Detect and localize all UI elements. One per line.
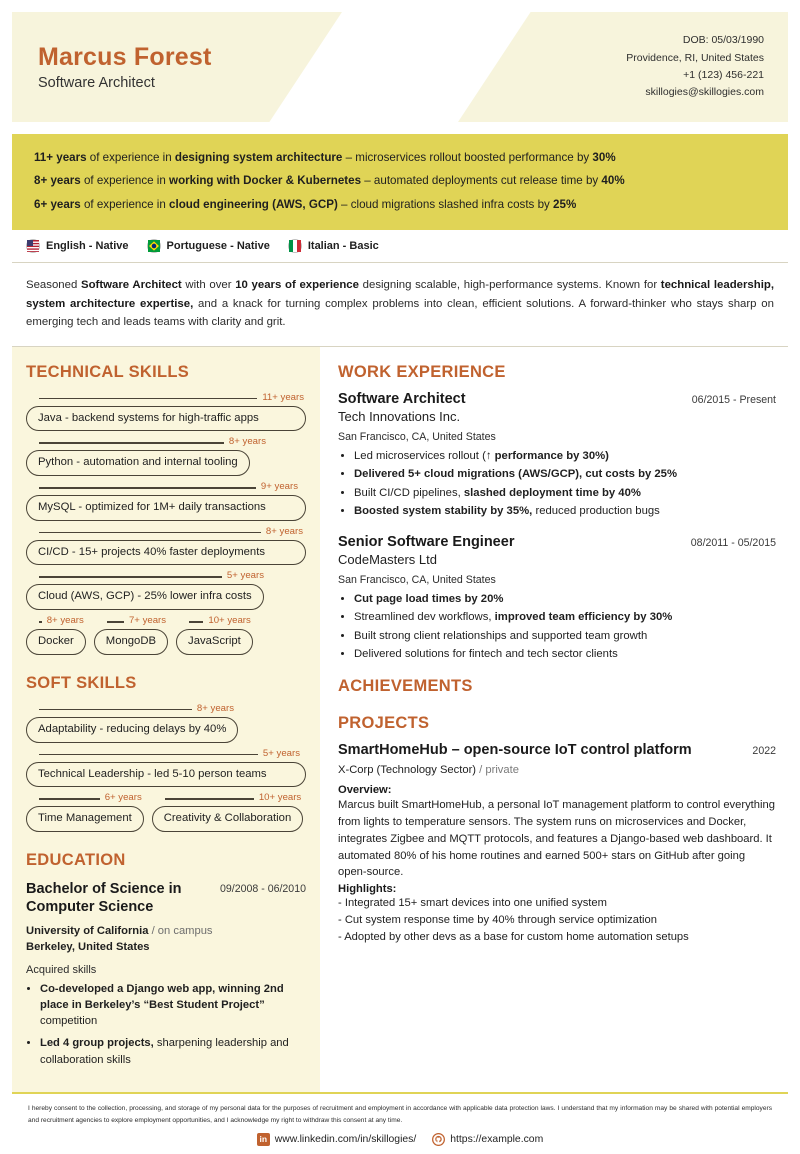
soft-skills-list — [26, 703, 306, 835]
education-school-name: University of California — [26, 925, 149, 938]
resume-body — [12, 347, 788, 1092]
section-title-work-experience: WORK EXPERIENCE — [338, 362, 506, 381]
section-title-projects: PROJECTS — [338, 713, 430, 732]
project-overview-label: Overview: — [338, 784, 392, 797]
bullet-tail: migrations (AWS/GCP), cut costs by 25% — [454, 468, 677, 481]
flag-brazil-icon — [147, 239, 161, 253]
bullet-plain: Built CI/CD pipelines, — [354, 486, 464, 499]
education-bullet — [40, 981, 306, 1030]
project-highlights-label: Highlights: — [338, 883, 397, 896]
summary-text: and a knack for turning complex problems into clean, efficient solutions. A forward-thinker who stays sharp on emerging tech and leads teams with clarity and grit. — [26, 297, 774, 329]
summary-bold: 10 years of experience — [235, 279, 359, 292]
job-location: San Francisco, CA, United States — [338, 431, 496, 444]
skill-label: Creativity & Collaboration — [152, 806, 303, 832]
consent-text: I hereby consent to the collection, processing, and storage of my personal data for the purposes of recruitment and employment in accordance with applicable data protection laws. I understand that my information may be shared with potential employers and recruitment agencies to explore employment opportunities, and I acknowledge my right to withdraw this consent at any time. — [28, 1104, 772, 1124]
education-degree: Bachelor of Science in Computer Science — [26, 880, 182, 915]
bullet-tail: reduced production bugs — [532, 504, 660, 517]
skill-label: Adaptability - reducing delays by 40% — [26, 717, 238, 743]
job-company: CodeMasters Ltd — [338, 552, 437, 568]
contact-phone: +1 (123) 456-221 — [683, 69, 764, 81]
contact-email: skillogies@skillogies.com — [645, 86, 764, 99]
website-url: https://example.com — [450, 1134, 544, 1146]
linkedin-link[interactable] — [257, 1133, 416, 1146]
soft-skills-small-row — [26, 792, 306, 835]
bullet-plain: Built strong client relationships and supported team growth — [354, 629, 648, 642]
bullet-rest: competition — [40, 1015, 98, 1028]
skill-label: Python - automation and internal tooling — [26, 450, 250, 476]
flag-usa-icon — [26, 239, 40, 253]
identity-block — [38, 43, 212, 92]
job-role: Software Architect — [338, 390, 466, 407]
github-icon — [432, 1133, 445, 1146]
skill-pill — [94, 615, 168, 655]
job-bullets — [338, 448, 776, 520]
highlight-metric: 25% — [553, 198, 577, 212]
skill-pill — [26, 392, 306, 432]
skill-years: 7+ years — [124, 615, 166, 627]
project-overview: Marcus built SmartHomeHub, a personal IoT management platform to control everything from lights to temperature sensors. The system runs on microservices and Docker, integrates Zigbee and MQTT protocols, and features a Django-based web dashboard. It automated 80% of his home routines and earned 500+ stars on GitHub after going open-source. — [338, 799, 775, 879]
education-date: 09/2008 - 06/2010 — [219, 882, 306, 895]
language-label: Italian - Basic — [307, 240, 379, 253]
skill-label: JavaScript — [176, 629, 253, 655]
highlight-mid: of experience in — [86, 150, 175, 164]
section-title-achievements: ACHIEVEMENTS — [338, 676, 473, 695]
resume-footer — [12, 1094, 788, 1154]
project-entry — [338, 742, 776, 946]
education-bullet — [40, 1035, 306, 1067]
highlight-metric: 40% — [601, 174, 625, 188]
project-date: 2022 — [752, 744, 776, 757]
skill-pill — [26, 481, 306, 521]
highlight-focus: working with Docker & Kubernetes — [169, 174, 362, 188]
job-location: San Francisco, CA, United States — [338, 574, 496, 587]
language-label: Portuguese - Native — [166, 240, 270, 253]
skill-years: 5+ years — [222, 570, 264, 582]
bullet-bold: Boosted system stability by 35%, — [354, 504, 533, 517]
contact-dob: DOB: 05/03/1990 — [682, 34, 764, 47]
contact-block — [626, 32, 764, 101]
resume-header — [12, 12, 788, 122]
skill-years: 6+ years — [100, 792, 142, 804]
project-org — [338, 764, 776, 776]
skill-label: Cloud (AWS, GCP) - 25% lower infra costs — [26, 584, 264, 610]
skill-label: MongoDB — [94, 629, 168, 655]
right-column — [320, 347, 788, 1092]
bullet-plain: Delivered solutions for fintech and tech sector clients — [354, 647, 618, 660]
contact-location: Providence, RI, United States — [626, 51, 764, 64]
skill-label: Time Management — [26, 806, 144, 832]
skill-pill — [26, 570, 306, 610]
language-label: English - Native — [46, 240, 129, 253]
bullet-plain: Led microservices rollout (↑ — [354, 450, 495, 463]
education-entry — [26, 880, 306, 1068]
candidate-name: Marcus Forest — [38, 42, 212, 71]
bullet-bold: Co-developed a Django web app, winning 2nd place in Berkeley’s “Best Student Project” — [40, 982, 284, 1011]
highlight-row — [34, 146, 766, 170]
project-highlight: - Cut system response time by 40% through service optimization — [338, 914, 657, 926]
skill-years: 8+ years — [261, 526, 303, 538]
section-title-soft-skills: SOFT SKILLS — [26, 673, 137, 692]
highlight-years: 11+ years — [34, 150, 87, 164]
skill-pill — [26, 748, 306, 788]
summary-text: with over — [181, 279, 236, 292]
skill-label: MySQL - optimized for 1M+ daily transactions — [26, 495, 306, 521]
highlight-row — [34, 194, 766, 218]
job-entry — [338, 534, 776, 663]
skill-years: 10+ years — [203, 615, 250, 627]
highlight-metric: 30% — [592, 150, 616, 164]
skill-years: 8+ years — [42, 615, 84, 627]
summary-bold: Software Architect — [80, 279, 182, 292]
technical-skills-list — [26, 392, 306, 658]
bullet-bold: improved team efficiency by 30% — [494, 611, 673, 624]
education-skills-label: Acquired skills — [26, 963, 97, 976]
job-bullet — [354, 485, 776, 502]
bullet-bold: Cut page load times by 20% — [354, 593, 504, 606]
job-date: 06/2015 - Present — [691, 393, 776, 406]
job-company: Tech Innovations Inc. — [338, 409, 461, 425]
job-bullet — [354, 503, 776, 520]
bullet-bold: performance by 30%) — [494, 450, 609, 463]
section-title-education: EDUCATION — [26, 850, 126, 869]
language-item — [147, 239, 270, 253]
highlight-years: 6+ years — [34, 198, 81, 212]
project-visibility: / private — [476, 764, 519, 777]
highlight-dash: – automated deployments cut release time by — [361, 174, 602, 188]
job-bullets — [338, 591, 776, 663]
skill-pill — [26, 615, 86, 655]
skill-years: 9+ years — [256, 481, 298, 493]
linkedin-url: www.linkedin.com/in/skillogies/ — [274, 1134, 417, 1146]
education-city: Berkeley, United States — [26, 941, 150, 954]
skill-label: Java - backend systems for high-traffic apps — [26, 406, 306, 432]
skill-years: 5+ years — [258, 748, 300, 760]
summary-text: designing scalable, high-performance systems. Known for — [358, 279, 661, 292]
section-title-technical-skills: TECHNICAL SKILLS — [26, 362, 190, 381]
flag-italy-icon — [288, 239, 302, 253]
footer-links — [28, 1133, 772, 1146]
job-bullet — [354, 591, 776, 608]
project-highlight: - Integrated 15+ smart devices into one unified system — [338, 897, 607, 910]
education-school — [26, 923, 306, 955]
bullet-plain: Streamlined dev workflows, — [354, 611, 495, 624]
job-bullet — [354, 448, 776, 465]
highlights-band — [12, 134, 788, 230]
bullet-bold: Led 4 group projects, — [40, 1037, 154, 1050]
left-column — [12, 347, 320, 1092]
summary-bold: technical leadership, system architecture expertise, — [26, 279, 774, 310]
skill-label: Technical Leadership - led 5-10 person teams — [26, 762, 306, 788]
job-bullet — [354, 628, 776, 645]
highlight-focus: designing system architecture — [174, 150, 343, 164]
job-bullet — [354, 646, 776, 663]
bullet-rest: sharpening leadership and collaboration skills — [40, 1037, 289, 1066]
skill-pill — [176, 615, 253, 655]
website-link[interactable] — [432, 1133, 543, 1146]
linkedin-icon: in — [257, 1133, 270, 1146]
job-role: Senior Software Engineer — [338, 533, 515, 550]
language-item — [26, 239, 129, 253]
candidate-job-title: Software Architect — [38, 75, 155, 92]
skill-years: 11+ years — [257, 392, 304, 404]
professional-summary — [12, 263, 788, 346]
skill-pill — [26, 436, 306, 476]
job-entry — [338, 391, 776, 520]
skill-years: 8+ years — [192, 703, 234, 715]
job-date: 08/2011 - 05/2015 — [690, 536, 776, 549]
language-item — [288, 239, 379, 253]
skill-years: 8+ years — [224, 436, 266, 448]
technical-skills-small-row — [26, 615, 306, 658]
job-bullet — [354, 609, 776, 626]
job-bullet — [354, 466, 776, 483]
highlight-row — [34, 170, 766, 194]
highlight-mid: of experience in — [80, 174, 170, 188]
bullet-bold: Delivered 5+ cloud — [354, 468, 455, 481]
project-org-name: X-Corp (Technology Sector) — [338, 764, 477, 777]
resume-page — [0, 12, 800, 1146]
highlight-focus: cloud engineering (AWS, GCP) — [169, 198, 338, 212]
education-mode: / on campus — [148, 925, 213, 938]
skill-label: Docker — [26, 629, 86, 655]
bullet-bold: slashed deployment time by 40% — [463, 486, 641, 499]
skill-pill — [26, 703, 306, 743]
skill-pill — [152, 792, 303, 832]
skill-label: CI/CD - 15+ projects 40% faster deployments — [26, 540, 306, 566]
skill-years: 10+ years — [254, 792, 301, 804]
highlight-years: 8+ years — [34, 174, 81, 188]
skill-pill — [26, 792, 144, 832]
highlight-dash: – microservices rollout boosted performance by — [342, 150, 593, 164]
skill-pill — [26, 526, 306, 566]
summary-text: Seasoned — [26, 279, 81, 292]
highlight-mid: of experience in — [80, 198, 170, 212]
project-highlight: - Adopted by other devs as a base for custom home automation setups — [338, 930, 689, 943]
highlight-dash: – cloud migrations slashed infra costs by — [337, 198, 554, 212]
languages-row — [12, 239, 788, 263]
education-bullets — [26, 981, 306, 1068]
project-name: SmartHomeHub – open-source IoT control platform — [338, 741, 692, 758]
